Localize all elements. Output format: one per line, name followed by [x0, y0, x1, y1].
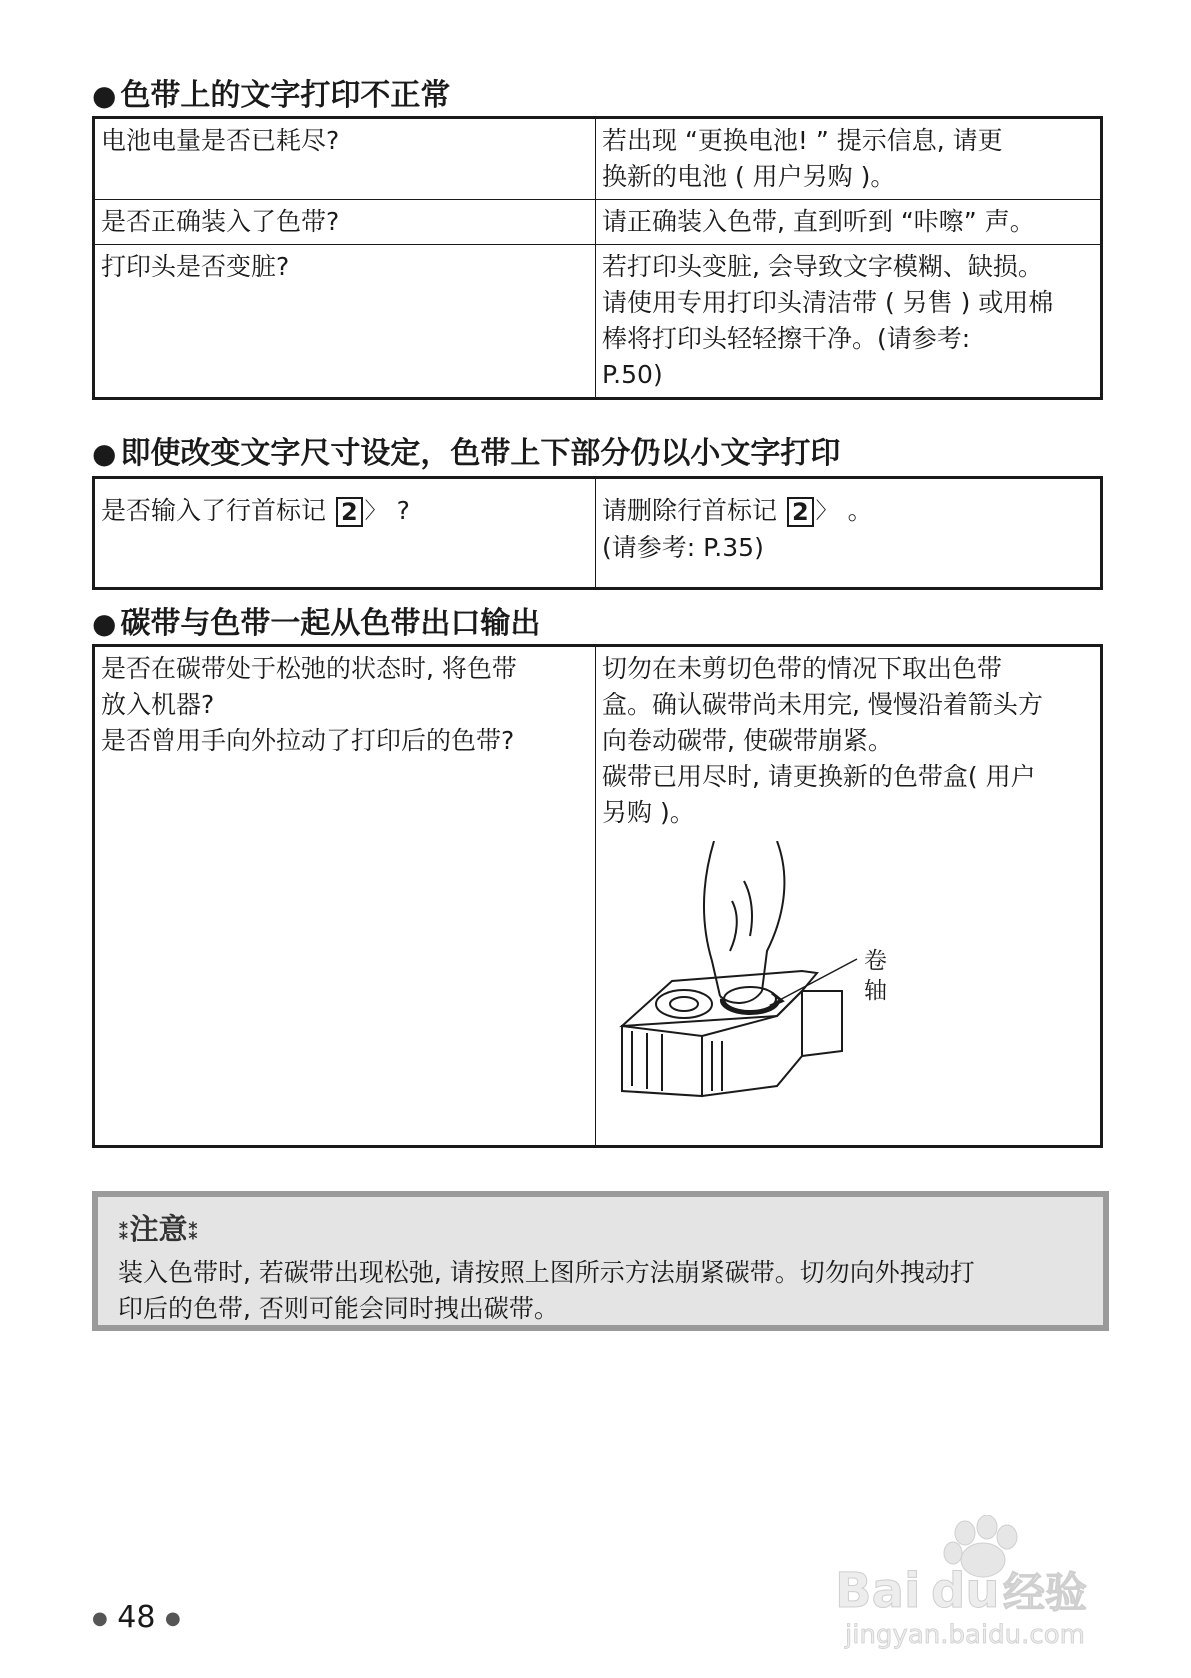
table-row: [94, 478, 1102, 589]
bullet-icon: ●: [92, 437, 117, 470]
baidu-jingyan-watermark: [835, 1515, 1135, 1655]
answer-cell: 若打印头变脏, 会导致文字模糊、缺损。 请使用专用打印头清洁带 ( 另售 ) 或用棉 棒将打印头轻轻擦干净。(请参考: P.50): [596, 245, 1102, 399]
table-row: [94, 646, 1102, 1147]
sparkle-icon: ⁑: [118, 1220, 130, 1245]
answer-cell: 请正确装入色带, 直到听到 “咔嚓” 声。: [596, 200, 1102, 245]
question-cell: 电池电量是否已耗尽?: [94, 118, 596, 200]
section-1-title: ● 色带上的文字打印不正常: [92, 78, 451, 113]
table-row: [94, 118, 1102, 200]
dot-icon: ●: [165, 1608, 181, 1629]
table-row: [94, 245, 1102, 399]
bullet-icon: ●: [92, 79, 117, 112]
answer-cell: 切勿在未剪切色带的情况下取出色带 盒。确认碳带尚未用完, 慢慢沿着箭头方 向卷动碳带, 使碳带崩紧。 碳带已用尽时, 请更换新的色带盒( 用户 另购 )。 卷轴: [596, 646, 1102, 1147]
paw-logo-icon: [835, 1515, 1135, 1655]
note-body: 装入色带时, 若碳带出现松弛, 请按照上图所示方法崩紧碳带。切勿向外拽动打 印后的色带, 否则可能会同时拽出碳带。: [118, 1258, 975, 1323]
bullet-icon: ●: [92, 607, 117, 640]
finger-winding-spool-illustration: [602, 841, 1042, 1131]
answer-cell: 若出现 “更换电池! ” 提示信息, 请更 换新的电池 ( 用户另购 )。: [596, 118, 1102, 200]
watermark-url: jingyan.baidu.com: [845, 1620, 1085, 1650]
spool-label: 卷轴: [864, 948, 887, 1004]
line-head-mark-key: 2: [787, 497, 814, 527]
watermark-brand-2: du: [931, 1563, 1000, 1619]
section-2-title: ● 即使改变文字尺寸设定，色带上下部分仍以小文字打印: [92, 436, 841, 471]
table-small-text: [92, 476, 1103, 590]
table-ink-ribbon-output: [92, 644, 1103, 1148]
note-title: ⁑注意⁑: [118, 1212, 200, 1246]
answer-cell: 请删除行首标记 2 〉 。 (请参考: P.35): [596, 478, 1102, 589]
question-cell: 是否在碳带处于松弛的状态时, 将色带 放入机器? 是否曾用手向外拉动了打印后的色带?: [94, 646, 596, 1147]
sparkle-icon: ⁑: [187, 1220, 200, 1245]
watermark-brand: Bai: [835, 1563, 921, 1619]
angle-right-icon: 〉: [815, 499, 838, 524]
watermark-cn: 经验: [1003, 1568, 1088, 1617]
question-cell: 是否正确装入了色带?: [94, 200, 596, 245]
table-ribbon-print-abnormal: [92, 116, 1103, 400]
question-cell: 是否输入了行首标记 2 〉 ?: [94, 478, 596, 589]
section-3-title: ● 碳带与色带一起从色带出口输出: [92, 606, 541, 641]
angle-right-icon: 〉: [364, 499, 387, 524]
question-cell: 打印头是否变脏?: [94, 245, 596, 399]
dot-icon: ●: [92, 1608, 108, 1629]
caution-note: [92, 1191, 1109, 1331]
page-number: ● 48 ●: [92, 1600, 181, 1635]
table-row: [94, 200, 1102, 245]
line-head-mark-key: 2: [336, 497, 363, 527]
tape-cassette-figure: [602, 841, 1042, 1141]
